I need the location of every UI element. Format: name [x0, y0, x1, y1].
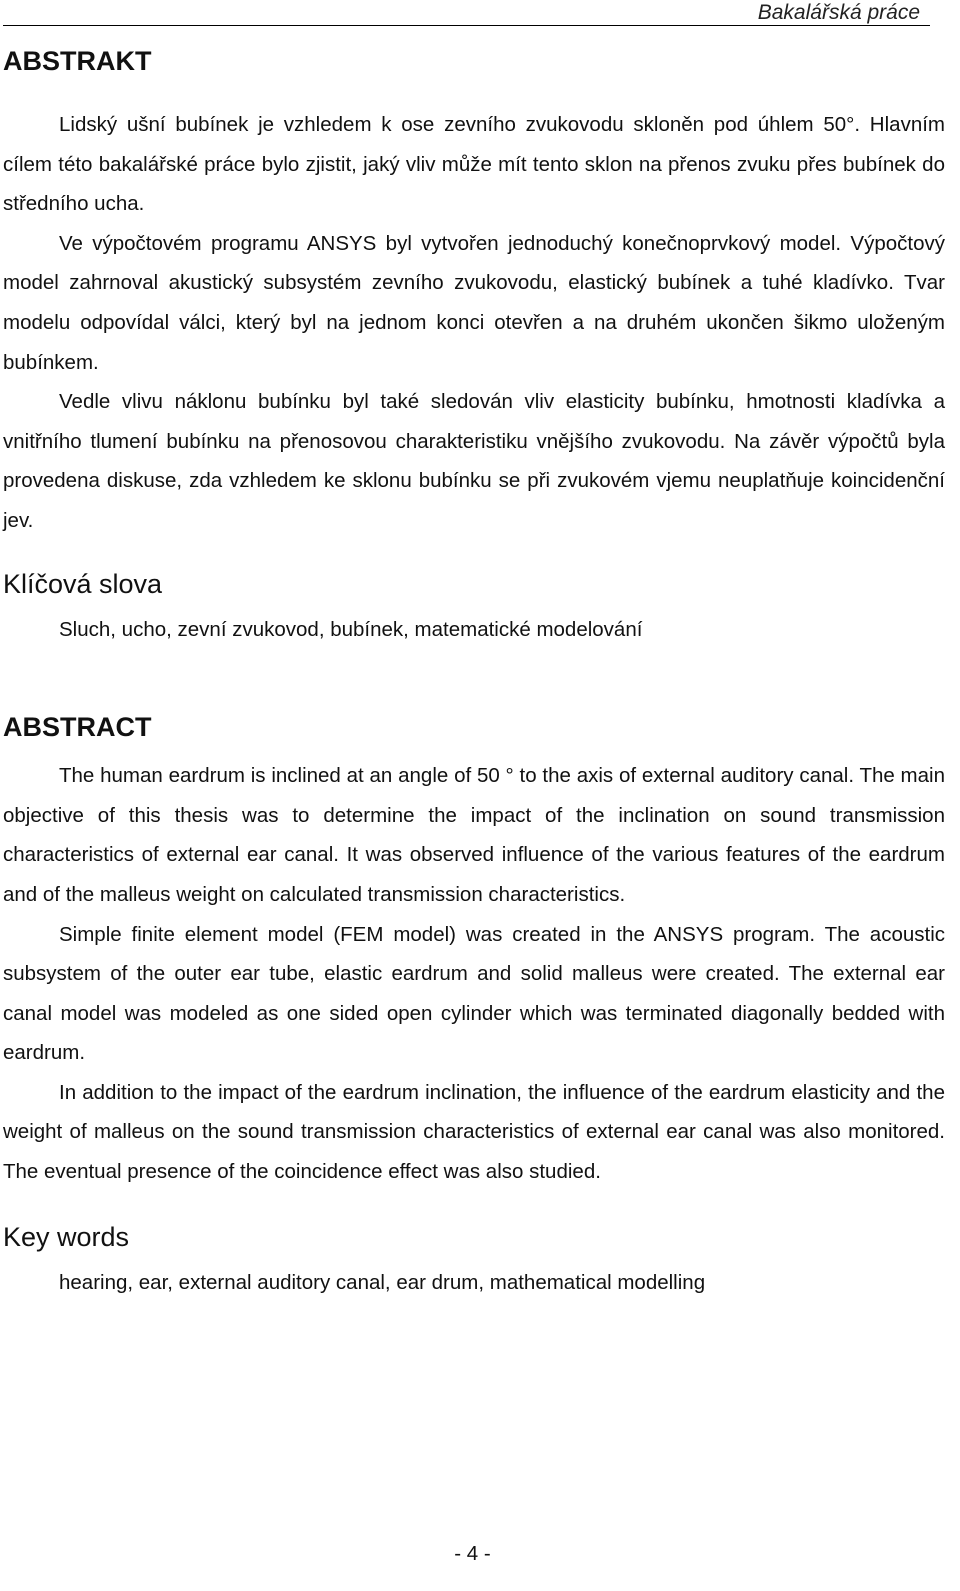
abstrakt-paragraph-3: Vedle vlivu náklonu bubínku byl také sledován vliv elasticity bubínku, hmotnosti kladívka a vnitřního tlumení bubínku na přenosovou charakteristiku vnějšího zvukovodu. Na závěr výpočtů byla provedena diskuse, zda vzhledem ke sklonu bubínku se při zvukovém vjemu neuplatňuje koincidenční jev. — [3, 390, 945, 532]
klicova-slova-text: Sluch, ucho, zevní zvukovod, bubínek, matematické modelování — [59, 617, 643, 641]
abstract-paragraph-2: Simple finite element model (FEM model) was created in the ANSYS program. The acoustic subsystem of the outer ear tube, elastic eardrum and solid malleus were created. The external ear canal model was modeled as one sided open cylinder which was terminated diagonally bedded with eardrum. — [3, 922, 945, 1065]
key-words-text: hearing, ear, external auditory canal, ear drum, mathematical modelling — [59, 1270, 706, 1294]
klicova-slova-heading: Klíčová slova — [3, 568, 163, 599]
abstract-heading: ABSTRACT — [3, 712, 152, 743]
page-number: - 4 - — [454, 1542, 491, 1565]
page-content — [3, 38, 945, 1302]
running-header: Bakalářská práce — [757, 1, 920, 24]
abstrakt-paragraph-2: Ve výpočtovém programu ANSYS byl vytvořen jednoduchý konečnoprvkový model. Výpočtový model zahrnoval akustický subsystém zevního zvukovodu, elastický bubínek a tuhé kladívko. Tvar modelu odpovídal válci, který byl na jednom konci otevřen a na druhém ukončen šikmo uloženým bubínkem. — [3, 231, 945, 374]
header-rule — [3, 25, 930, 26]
key-words-heading: Key words — [3, 1221, 130, 1252]
abstrakt-paragraph-1: Lidský ušní bubínek je vzhledem k ose zevního zvukovodu skloněn pod úhlem 50°. Hlavním cílem této bakalářské práce bylo zjistit, jaký vliv může mít tento sklon na přenos zvuku přes bubínek do středního ucha. — [3, 113, 945, 216]
abstrakt-heading: ABSTRAKT — [3, 46, 152, 76]
abstract-paragraph-3: In addition to the impact of the eardrum inclination, the influence of the eardrum elasticity and the weight of malleus on the sound transmission characteristics of external ear canal was also monitored. The eventual presence of the coincidence effect was also studied. — [3, 1080, 945, 1184]
abstract-paragraph-1: The human eardrum is inclined at an angle of 50 ° to the axis of external auditory canal. The main objective of this thesis was to determine the impact of the inclination on sound transmission characteristics of external ear canal. It was observed influence of the various features of the eardrum and of the malleus weight on calculated transmission characteristics. — [3, 764, 945, 906]
